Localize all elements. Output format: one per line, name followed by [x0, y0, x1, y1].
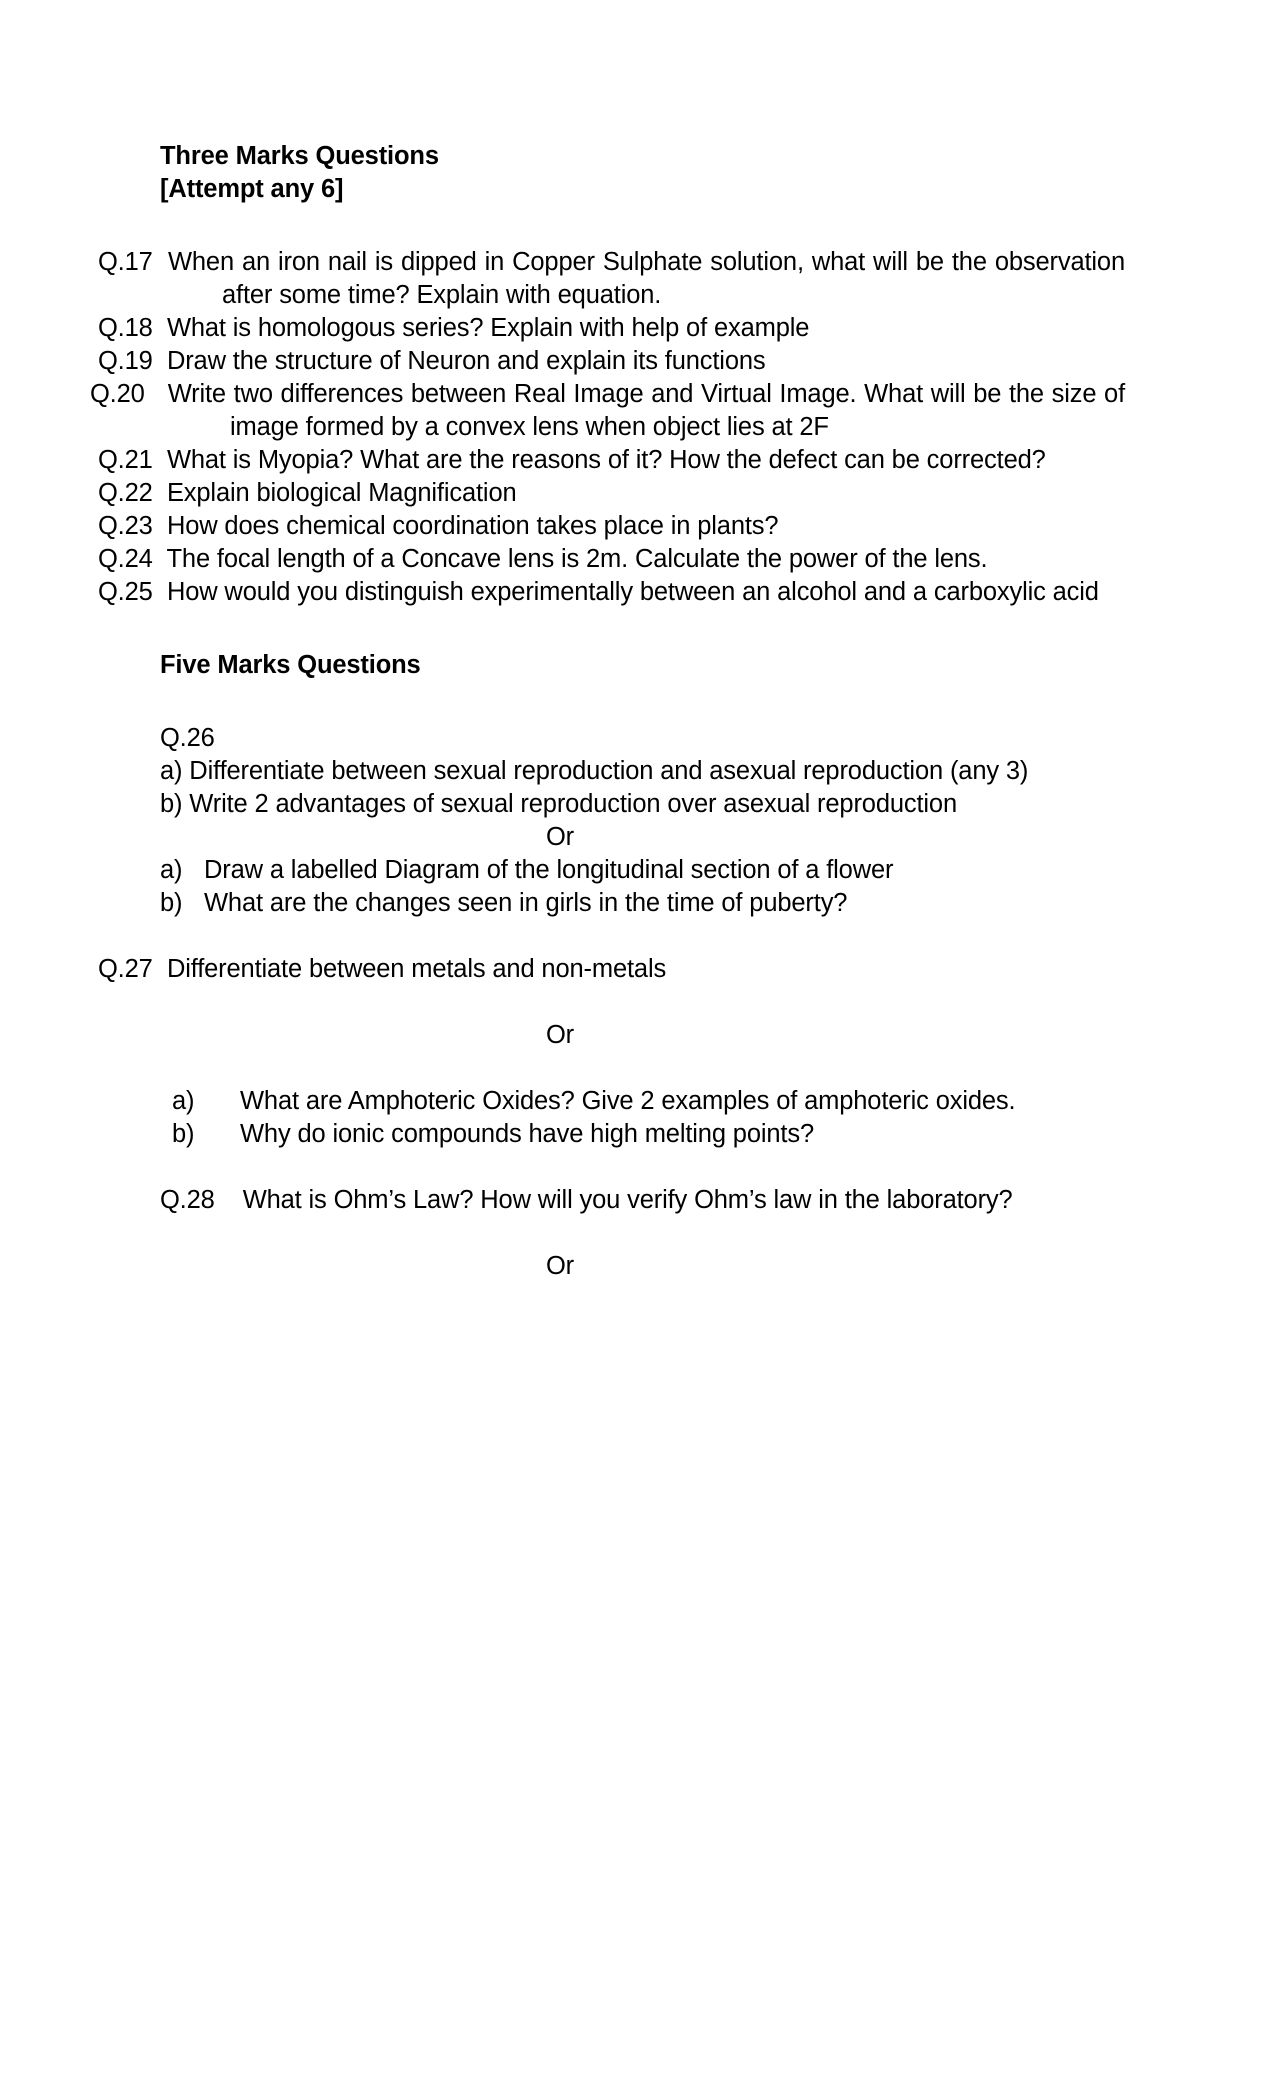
list-marker: a): [172, 1087, 195, 1115]
question-text: Differentiate between metals and non-metals: [166, 955, 667, 983]
spacer: [160, 920, 1125, 953]
question-q26-part-a: a) Differentiate between sexual reproduction and asexual reproduction (any 3): [160, 757, 1029, 785]
question-item-q28: [160, 1184, 1125, 1217]
question-q26-alt-b: [160, 887, 1125, 920]
question-text: Write two differences between Real Image and Virtual Image. What will be the size of image formed by a convex lens when object lies at 2F: [167, 380, 1126, 441]
question-item-q18: Q.18 What is homologous series? Explain with help of example: [98, 314, 810, 342]
question-item-q27: Q.27 Differentiate between metals and non-metals: [98, 955, 667, 983]
question-q26-alt-a: [160, 854, 1125, 887]
question-text: When an iron nail is dipped in Copper Sulphate solution, what will be the observation after some time? Explain with equation.: [167, 248, 1125, 309]
question-text: What is homologous series? Explain with help of example: [166, 314, 810, 342]
list-marker: b): [160, 889, 183, 917]
spacer: [160, 1151, 1125, 1184]
spacer: [160, 206, 1125, 246]
question-item-q23: Q.23 How does chemical coordination takes place in plants?: [98, 512, 779, 540]
list-item-text: Why do ionic compounds have high melting points?: [240, 1120, 814, 1148]
question-text: What is Ohm’s Law? How will you verify Ohm’s law in the laboratory?: [242, 1186, 1013, 1214]
list-item-text: What are the changes seen in girls in the time of puberty?: [204, 889, 848, 917]
or-separator-q26: Or: [545, 823, 575, 851]
list-item-text: What are Amphoteric Oxides? Give 2 examples of amphoteric oxides.: [240, 1087, 1016, 1115]
spacer: [160, 609, 1125, 649]
question-item-q21: Q.21 What is Myopia? What are the reasons of it? How the defect can be corrected?: [98, 446, 1046, 474]
section-instruction-attempt-any-6: [Attempt any 6]: [160, 175, 344, 203]
list-item-text: Draw a labelled Diagram of the longitudinal section of a flower: [204, 856, 894, 884]
question-item-q25: Q.25 How would you distinguish experimentally between an alcohol and a carboxylic acid: [98, 578, 1099, 606]
question-label: Q.28: [160, 1186, 215, 1214]
spacer: [160, 1052, 1125, 1085]
section-heading-five-marks: Five Marks Questions: [160, 651, 421, 679]
question-item-q17: Q.17 When an iron nail is dipped in Copper Sulphate solution, what will be the observation after some time? Explain with equation.: [98, 248, 1125, 309]
question-text: Explain biological Magnification: [166, 479, 517, 507]
question-q26-part-b: b) Write 2 advantages of sexual reproduction over asexual reproduction: [160, 790, 957, 818]
question-text: How does chemical coordination takes place in plants?: [166, 512, 779, 540]
or-separator-q28: Or: [545, 1252, 575, 1280]
spacer: [160, 986, 1125, 1019]
question-text: How would you distinguish experimentally between an alcohol and a carboxylic acid: [166, 578, 1099, 606]
question-item-q20: Q.20 Write two differences between Real Image and Virtual Image. What will be the size of image formed by a convex lens when object lies at 2F: [90, 380, 1126, 441]
or-separator-q27: Or: [545, 1021, 575, 1049]
question-label-q26: Q.26: [160, 724, 215, 752]
list-marker: a): [160, 856, 183, 884]
question-item-q19: Q.19 Draw the structure of Neuron and explain its functions: [98, 347, 766, 375]
question-text: Draw the structure of Neuron and explain its functions: [166, 347, 766, 375]
spacer: [160, 1217, 1125, 1250]
page-content: [90, 140, 1126, 1283]
question-q27-alt-a: [160, 1085, 1125, 1118]
list-marker: b): [172, 1120, 195, 1148]
spacer: [160, 682, 1125, 722]
question-item-q22: Q.22 Explain biological Magnification: [98, 479, 517, 507]
question-item-q24: Q.24 The focal length of a Concave lens is 2m. Calculate the power of the lens.: [98, 545, 988, 573]
question-text: The focal length of a Concave lens is 2m. Calculate the power of the lens.: [166, 545, 988, 573]
section-heading-three-marks: Three Marks Questions: [160, 142, 439, 170]
question-text: What is Myopia? What are the reasons of it? How the defect can be corrected?: [166, 446, 1046, 474]
question-q27-alt-b: [160, 1118, 1125, 1151]
